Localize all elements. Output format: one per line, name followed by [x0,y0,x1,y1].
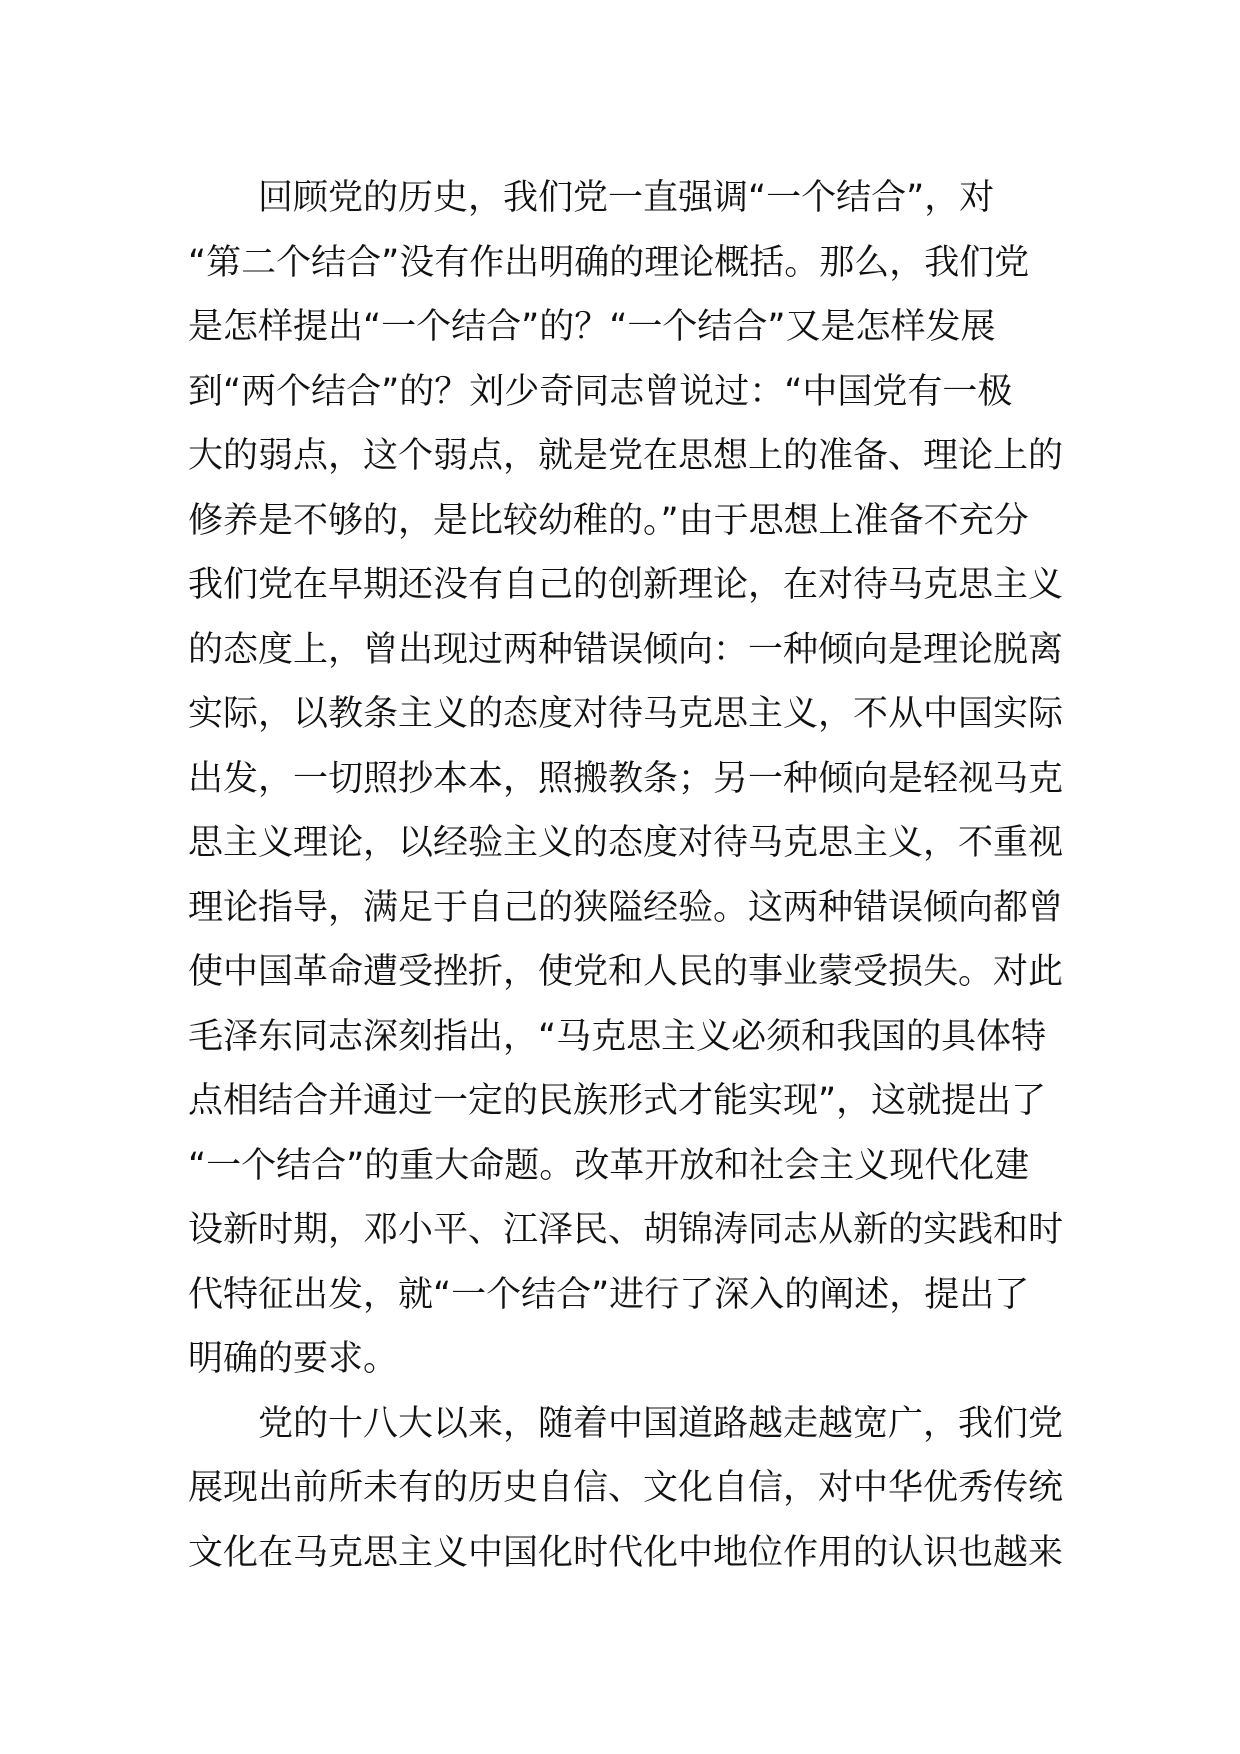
text-line: 使中国革命遭受挫折，使党和人民的事业蒙受损失。对此 [188,952,1064,992]
text-line: 代特征出发，就“一个结合”进行了深入的阐述，提出了 [188,1274,1030,1315]
text-line: 明确的要求。 [188,1339,399,1379]
text-line: 是怎样提出“一个结合”的？“一个结合”又是怎样发展 [188,307,996,347]
text-line: 党的十八大以来，随着中国道路越走越宽广，我们党 [188,1403,1064,1444]
text-line: 文化在马克思主义中国化时代化中地位作用的认识也越来 [188,1532,1064,1573]
text-line: 设新时期，邓小平、江泽民、胡锦涛同志从新的实践和时 [188,1210,1064,1250]
text-line: 出发，一切照抄本本，照搬教条；另一种倾向是轻视马克 [188,758,1064,799]
text-line: 理论指导，满足于自己的狭隘经验。这两种错误倾向都曾 [188,887,1064,928]
text-line: 大的弱点，这个弱点，就是党在思想上的准备、理论上的 [188,436,1064,476]
text-line: “一个结合”的重大命题。改革开放和社会主义现代化建 [188,1145,1030,1186]
text-line: 思主义理论，以经验主义的态度对待马克思主义，不重视 [188,823,1064,863]
text-line: 我们党在早期还没有自己的创新理论，在对待马克思主义 [188,565,1064,605]
text-line: 回顾党的历史，我们党一直强调“一个结合”，对 [188,178,995,218]
text-line: 展现出前所未有的历史自信、文化自信，对中华优秀传统 [188,1468,1064,1508]
body-text [188,166,1068,1585]
text-line: “第二个结合”没有作出明确的理论概括。那么，我们党 [188,242,1030,283]
text-line: 的态度上，曾出现过两种错误倾向：一种倾向是理论脱离 [188,629,1064,670]
text-line: 到“两个结合”的？刘少奇同志曾说过：“中国党有一极 [188,371,1013,412]
paragraph [188,1392,1068,1586]
text-line: 点相结合并通过一定的民族形式才能实现”，这就提出了 [188,1081,1047,1121]
text-line: 修养是不够的，是比较幼稚的。”由于思想上准备不充分 [188,500,1029,541]
paragraph [188,166,1068,1392]
text-line: 毛泽东同志深刻指出，“马克思主义必须和我国的具体特 [188,1016,1047,1057]
text-line: 实际，以教条主义的态度对待马克思主义，不从中国实际 [188,694,1064,734]
